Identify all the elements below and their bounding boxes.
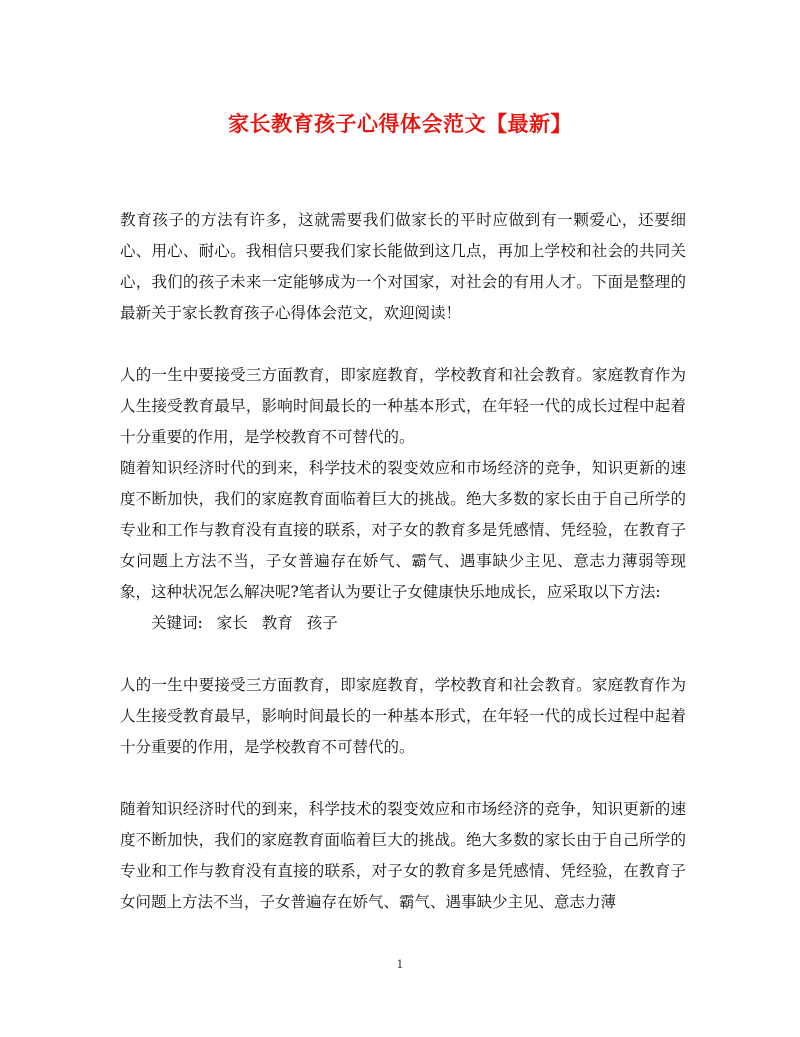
paragraph-spacer: [120, 763, 686, 794]
body-paragraph: 人的一生中要接受三方面教育，即家庭教育，学校教育和社会教育。家庭教育作为人生接受教育最早，影响时间最长的一种基本形式，在年轻一代的成长过程中起着十分重要的作用，是学校教育不可替代的。: [120, 676, 686, 756]
keywords-line: [120, 608, 686, 639]
body-paragraph: 随着知识经济时代的到来，科学技术的裂变效应和市场经济的竞争，知识更新的速度不断加快，我们的家庭教育面临着巨大的挑战。绝大多数的家长由于自己所学的专业和工作与教育没有直接的联系，对子女的教育多是凭感情、凭经验，在教育子女问题上方法不当，子女普遍存在娇气、霸气、遇事缺少主见、意志力薄: [120, 800, 686, 911]
page-number: 1: [396, 958, 404, 971]
body-paragraph: 随着知识经济时代的到来，科学技术的裂变效应和市场经济的竞争，知识更新的速度不断加快，我们的家庭教育面临着巨大的挑战。绝大多数的家长由于自己所学的专业和工作与教育没有直接的联系，对子女的教育多是凭感情、凭经验，在教育子女问题上方法不当，子女普遍存在娇气、霸气、遇事缺少主见、意志力薄弱等现象，这种状况怎么解决呢?笔者认为要让子女健康快乐地成长，应采取以下方法:: [120, 459, 686, 601]
body-paragraph: 人的一生中要接受三方面教育，即家庭教育，学校教育和社会教育。家庭教育作为人生接受教育最早，影响时间最长的一种基本形式，在年轻一代的成长过程中起着十分重要的作用，是学校教育不可替代的。: [120, 366, 686, 446]
paragraph-spacer: [120, 639, 686, 670]
keyword: 家长: [216, 614, 248, 632]
intro-paragraph: 教育孩子的方法有许多，这就需要我们做家长的平时应做到有一颗爱心，还要细心、用心、耐心。我相信只要我们家长能做到这几点，再加上学校和社会的共同关心，我们的孩子未来一定能够成为一个对国家，对社会的有用人才。下面是整理的最新关于家长教育孩子心得体会范文，欢迎阅读！: [120, 211, 686, 322]
document-body: [120, 205, 686, 918]
keyword: 教育: [261, 614, 293, 632]
keywords-label: 关键词:: [151, 614, 203, 632]
document-title: 家长教育孩子心得体会范文【最新】: [228, 111, 572, 136]
paragraph-spacer: [120, 329, 686, 360]
keyword: 孩子: [306, 614, 338, 632]
